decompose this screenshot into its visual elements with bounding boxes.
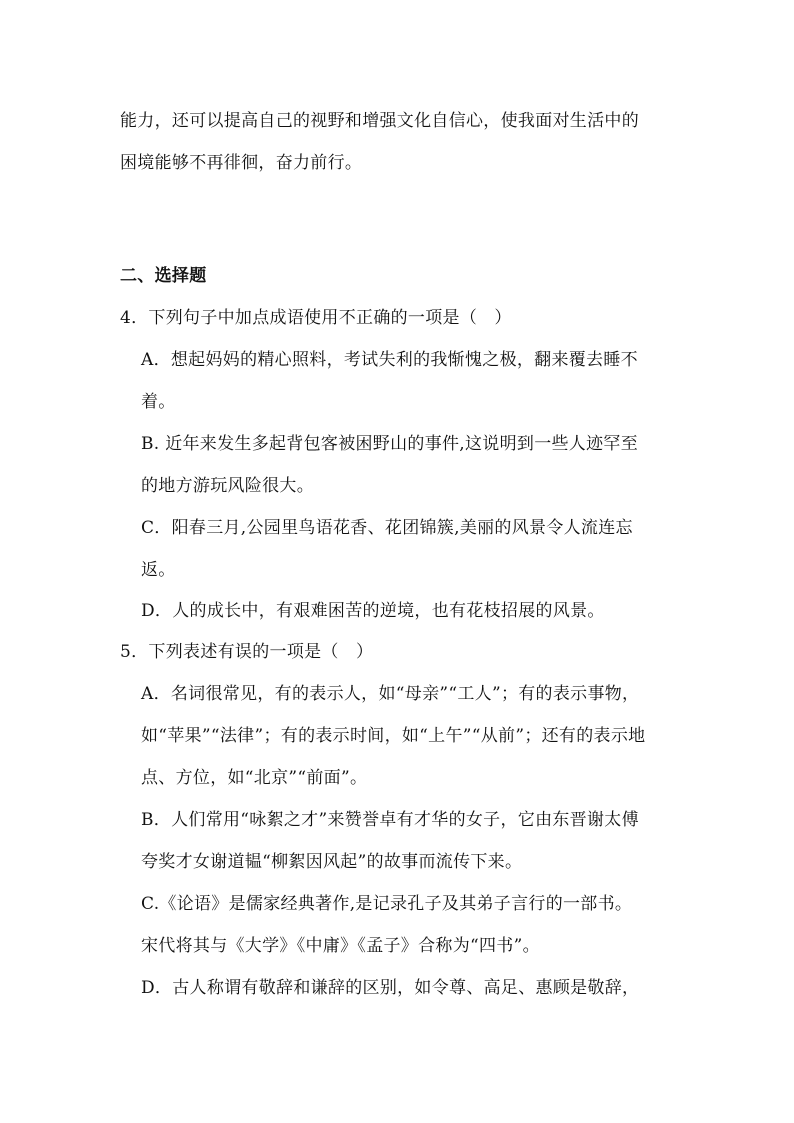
q4-option-c-line-2: 返。 <box>141 560 176 580</box>
section-heading: 二、选择题 <box>120 266 207 286</box>
intro-text-line-2: 困境能够不再徘徊，奋力前行。 <box>120 153 363 173</box>
q5-option-b-line-1: B．人们常用“咏絮之才”来赞誉卓有才华的女子，它由东晋谢太傅 <box>141 810 639 830</box>
q5-option-c-line-2: 宋代将其与《大学》《中庸》《孟子》合称为“四书”。 <box>141 936 540 956</box>
intro-text-line-1: 能力，还可以提高自己的视野和增强文化自信心，使我面对生活中的 <box>120 111 639 131</box>
q5-option-b-line-2: 夸奖才女谢道韫“柳絮因风起”的故事而流传下来。 <box>141 852 523 872</box>
q4-option-d-line-1: D．人的成长中，有艰难困苦的逆境，也有花枝招展的风景。 <box>141 601 605 621</box>
q4-option-b-line-1: B. 近年来发生多起背包客被困野山的事件,这说明到一些人迹罕至 <box>141 434 639 454</box>
q5-option-a-line-1: A．名词很常见，有的表示人，如“母亲”“工人”；有的表示事物， <box>141 684 640 704</box>
question-5-stem: 5．下列表述有误的一项是（ ） <box>120 642 374 662</box>
question-4-stem: 4．下列句子中加点成语使用不正确的一项是（ ） <box>120 308 512 328</box>
q5-option-d-line-1: D．古人称谓有敬辞和谦辞的区别，如令尊、高足、惠顾是敬辞， <box>141 978 640 998</box>
q5-option-a-line-2: 如“苹果”“法律”；有的表示时间，如“上午”“从前”；还有的表示地 <box>141 726 646 746</box>
q5-option-c-line-1: C.《论语》是儒家经典著作,是记录孔子及其弟子言行的一部书。 <box>141 894 633 914</box>
q4-option-b-line-2: 的地方游玩风险很大。 <box>141 476 314 496</box>
q5-option-a-line-3: 点、方位，如“北京”“前面”。 <box>141 768 368 788</box>
q4-option-c-line-1: C．阳春三月,公园里鸟语花香、花团锦簇,美丽的风景令人流连忘 <box>141 518 633 538</box>
q4-option-a-line-2: 着。 <box>141 392 176 412</box>
q4-option-a-line-1: A．想起妈妈的精心照料，考试失利的我惭愧之极，翻来覆去睡不 <box>141 350 638 370</box>
